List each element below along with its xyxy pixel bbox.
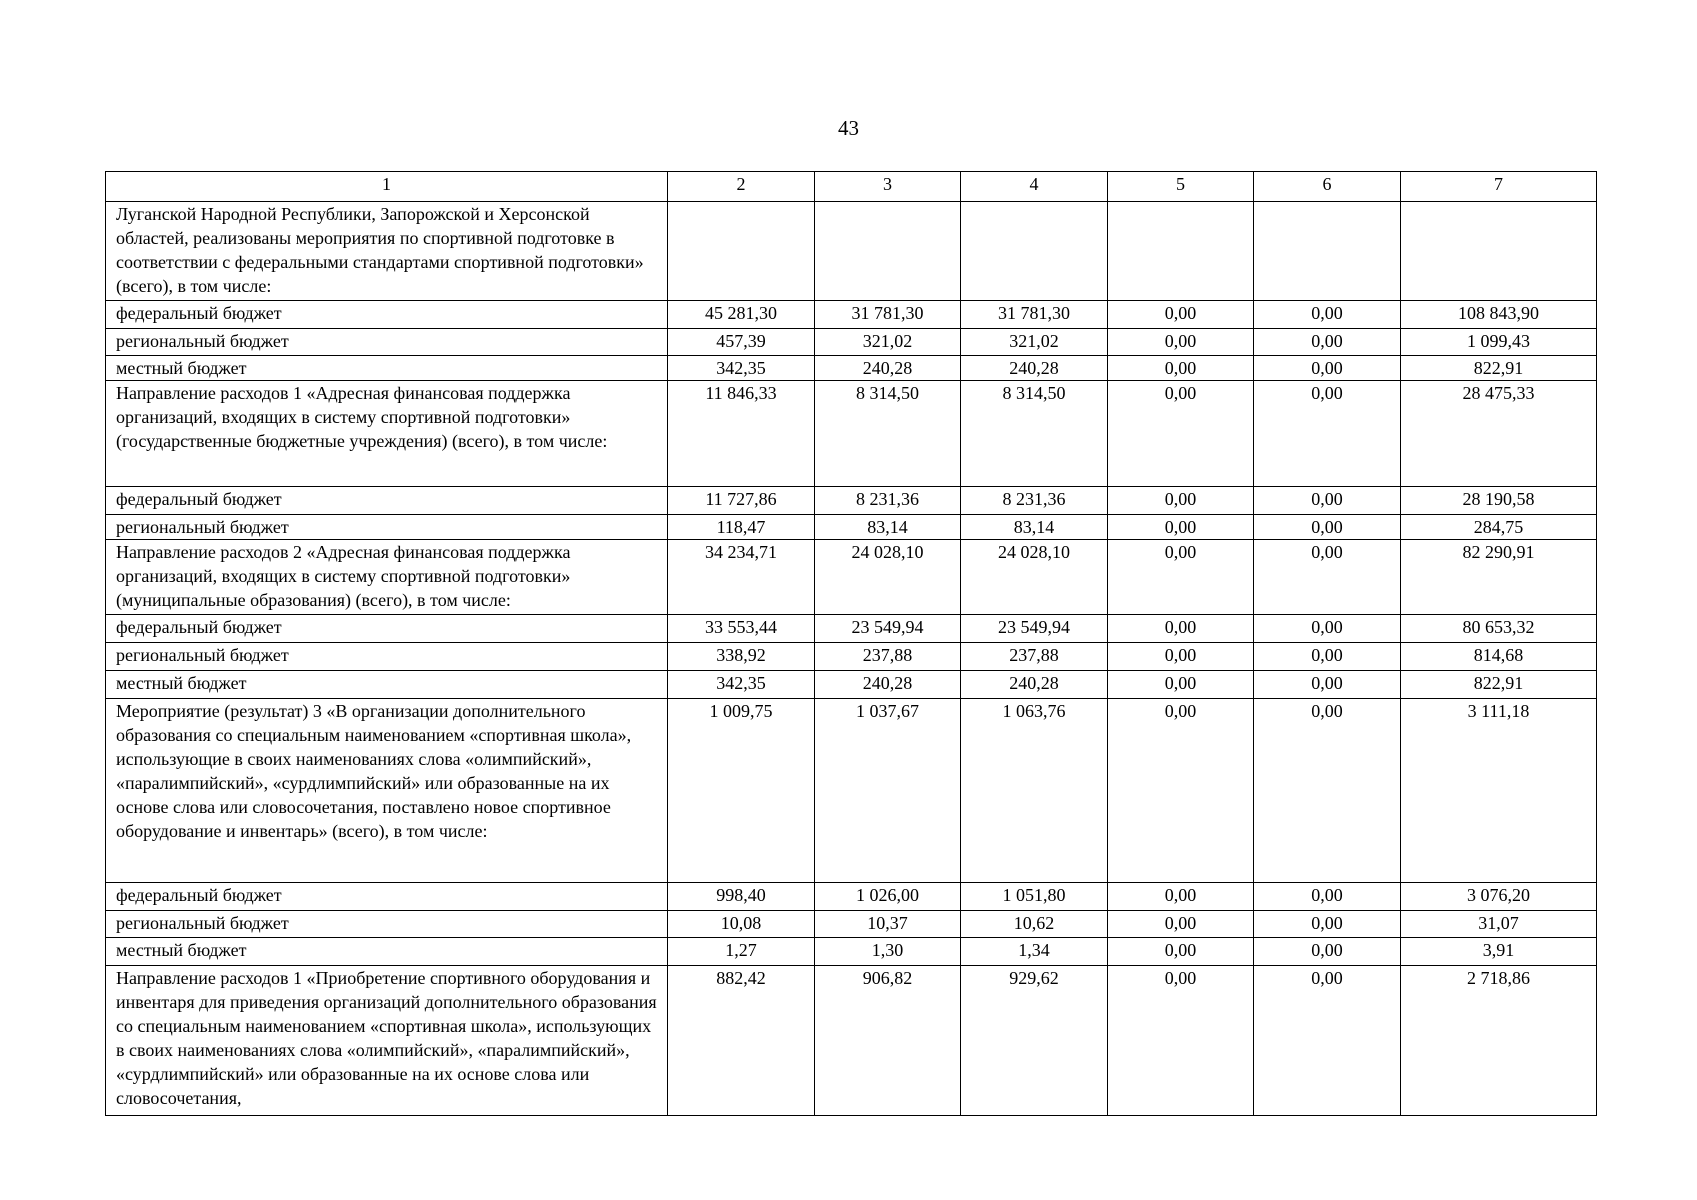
value-cell	[1108, 202, 1254, 301]
value-cell: 82 290,91	[1401, 540, 1597, 615]
column-header: 6	[1254, 172, 1401, 202]
value-cell: 0,00	[1254, 966, 1401, 1116]
value-cell	[961, 202, 1108, 301]
value-cell: 1 009,75	[668, 699, 815, 883]
value-cell: 0,00	[1108, 329, 1254, 356]
table-row	[106, 911, 1597, 938]
value-cell: 237,88	[815, 643, 961, 671]
column-header: 3	[815, 172, 961, 202]
value-cell: 1 037,67	[815, 699, 961, 883]
table-row	[106, 301, 1597, 329]
table-row	[106, 643, 1597, 671]
value-cell: 240,28	[961, 671, 1108, 699]
value-cell: 0,00	[1108, 911, 1254, 938]
value-cell: 338,92	[668, 643, 815, 671]
row-label: федеральный бюджет	[106, 883, 668, 911]
value-cell: 0,00	[1108, 643, 1254, 671]
table-row	[106, 487, 1597, 515]
value-cell: 1,34	[961, 938, 1108, 966]
value-cell: 0,00	[1108, 883, 1254, 911]
value-cell: 11 727,86	[668, 487, 815, 515]
value-cell: 118,47	[668, 515, 815, 540]
value-cell: 8 231,36	[961, 487, 1108, 515]
table-row	[106, 356, 1597, 381]
row-label: федеральный бюджет	[106, 615, 668, 643]
value-cell	[1254, 202, 1401, 301]
value-cell: 1,30	[815, 938, 961, 966]
value-cell: 1 099,43	[1401, 329, 1597, 356]
value-cell: 0,00	[1254, 301, 1401, 329]
table-row	[106, 883, 1597, 911]
row-label: местный бюджет	[106, 671, 668, 699]
row-label: региональный бюджет	[106, 643, 668, 671]
column-header: 2	[668, 172, 815, 202]
row-label: региональный бюджет	[106, 515, 668, 540]
value-cell: 0,00	[1254, 540, 1401, 615]
value-cell: 0,00	[1254, 515, 1401, 540]
column-header: 5	[1108, 172, 1254, 202]
value-cell: 929,62	[961, 966, 1108, 1116]
value-cell: 0,00	[1108, 356, 1254, 381]
value-cell: 8 231,36	[815, 487, 961, 515]
value-cell: 0,00	[1254, 615, 1401, 643]
row-label: Направление расходов 2 «Адресная финансовая поддержка организаций, входящих в систему спортивной подготовки» (муниципальные образования) (всего), в том числе:	[106, 540, 668, 615]
value-cell: 80 653,32	[1401, 615, 1597, 643]
value-cell: 284,75	[1401, 515, 1597, 540]
table-header-row	[106, 172, 1597, 202]
row-label: местный бюджет	[106, 356, 668, 381]
value-cell: 3,91	[1401, 938, 1597, 966]
value-cell: 1 026,00	[815, 883, 961, 911]
value-cell: 0,00	[1108, 699, 1254, 883]
value-cell: 0,00	[1108, 515, 1254, 540]
value-cell: 0,00	[1254, 643, 1401, 671]
table-row	[106, 202, 1597, 301]
value-cell: 321,02	[961, 329, 1108, 356]
value-cell: 0,00	[1108, 381, 1254, 487]
value-cell: 0,00	[1254, 487, 1401, 515]
row-label: федеральный бюджет	[106, 487, 668, 515]
row-label: Луганской Народной Республики, Запорожской и Херсонской областей, реализованы мероприятия по спортивной подготовке в соответствии с федеральными стандартами спортивной подготовки» (всего), в том числе:	[106, 202, 668, 301]
value-cell: 0,00	[1108, 966, 1254, 1116]
value-cell: 3 111,18	[1401, 699, 1597, 883]
value-cell: 1 051,80	[961, 883, 1108, 911]
value-cell: 342,35	[668, 356, 815, 381]
value-cell: 31 781,30	[961, 301, 1108, 329]
value-cell: 0,00	[1254, 329, 1401, 356]
row-label: федеральный бюджет	[106, 301, 668, 329]
table-row	[106, 671, 1597, 699]
value-cell: 906,82	[815, 966, 961, 1116]
row-label: Мероприятие (результат) 3 «В организации дополнительного образования со специальным наименованием «спортивная школа», использующие в своих наименованиях слова «олимпийский», «паралимпийский», «сурдлимпийский» или образованные на их основе слова или словосочетания, поставлено новое спортивное оборудование и инвентарь» (всего), в том числе:	[106, 699, 668, 883]
value-cell: 23 549,94	[961, 615, 1108, 643]
value-cell: 8 314,50	[815, 381, 961, 487]
value-cell: 882,42	[668, 966, 815, 1116]
value-cell: 8 314,50	[961, 381, 1108, 487]
value-cell: 240,28	[961, 356, 1108, 381]
value-cell: 45 281,30	[668, 301, 815, 329]
value-cell: 321,02	[815, 329, 961, 356]
value-cell: 83,14	[961, 515, 1108, 540]
value-cell: 23 549,94	[815, 615, 961, 643]
value-cell: 3 076,20	[1401, 883, 1597, 911]
table-row	[106, 540, 1597, 615]
budget-table	[105, 171, 1597, 1116]
value-cell: 28 190,58	[1401, 487, 1597, 515]
row-label: Направление расходов 1 «Адресная финансовая поддержка организаций, входящих в систему спортивной подготовки» (государственные бюджетные учреждения) (всего), в том числе:	[106, 381, 668, 487]
value-cell: 0,00	[1254, 671, 1401, 699]
row-label: региональный бюджет	[106, 329, 668, 356]
value-cell: 237,88	[961, 643, 1108, 671]
table-row	[106, 615, 1597, 643]
value-cell: 814,68	[1401, 643, 1597, 671]
value-cell: 0,00	[1108, 301, 1254, 329]
row-label: региональный бюджет	[106, 911, 668, 938]
value-cell: 11 846,33	[668, 381, 815, 487]
value-cell: 0,00	[1254, 938, 1401, 966]
value-cell: 822,91	[1401, 671, 1597, 699]
value-cell: 28 475,33	[1401, 381, 1597, 487]
value-cell: 1 063,76	[961, 699, 1108, 883]
value-cell: 998,40	[668, 883, 815, 911]
value-cell: 10,62	[961, 911, 1108, 938]
value-cell: 457,39	[668, 329, 815, 356]
value-cell: 0,00	[1254, 699, 1401, 883]
value-cell: 83,14	[815, 515, 961, 540]
column-header: 1	[106, 172, 668, 202]
value-cell: 240,28	[815, 671, 961, 699]
value-cell: 2 718,86	[1401, 966, 1597, 1116]
table-row	[106, 515, 1597, 540]
column-header: 4	[961, 172, 1108, 202]
row-label: местный бюджет	[106, 938, 668, 966]
value-cell	[815, 202, 961, 301]
page-number: 43	[838, 116, 859, 140]
value-cell	[1401, 202, 1597, 301]
value-cell: 342,35	[668, 671, 815, 699]
value-cell: 10,37	[815, 911, 961, 938]
value-cell: 822,91	[1401, 356, 1597, 381]
value-cell: 34 234,71	[668, 540, 815, 615]
value-cell	[668, 202, 815, 301]
value-cell: 108 843,90	[1401, 301, 1597, 329]
value-cell: 0,00	[1108, 671, 1254, 699]
table-row	[106, 699, 1597, 883]
value-cell: 24 028,10	[961, 540, 1108, 615]
value-cell: 0,00	[1254, 911, 1401, 938]
column-header: 7	[1401, 172, 1597, 202]
value-cell: 24 028,10	[815, 540, 961, 615]
table-row	[106, 938, 1597, 966]
value-cell: 1,27	[668, 938, 815, 966]
value-cell: 33 553,44	[668, 615, 815, 643]
value-cell: 0,00	[1254, 883, 1401, 911]
table-row	[106, 381, 1597, 487]
value-cell: 0,00	[1108, 615, 1254, 643]
value-cell: 0,00	[1108, 938, 1254, 966]
value-cell: 240,28	[815, 356, 961, 381]
value-cell: 10,08	[668, 911, 815, 938]
value-cell: 0,00	[1108, 487, 1254, 515]
value-cell: 31,07	[1401, 911, 1597, 938]
table-row	[106, 329, 1597, 356]
value-cell: 0,00	[1108, 540, 1254, 615]
budget-table-body	[106, 172, 1597, 1116]
value-cell: 0,00	[1254, 356, 1401, 381]
value-cell: 0,00	[1254, 381, 1401, 487]
value-cell: 31 781,30	[815, 301, 961, 329]
table-row	[106, 966, 1597, 1116]
row-label: Направление расходов 1 «Приобретение спортивного оборудования и инвентаря для приведения организаций дополнительного образования со специальным наименованием «спортивная школа», использующих в своих наименованиях слова «олимпийский», «паралимпийский», «сурдлимпийский» или образованные на их основе слова или словосочетания,	[106, 966, 668, 1116]
